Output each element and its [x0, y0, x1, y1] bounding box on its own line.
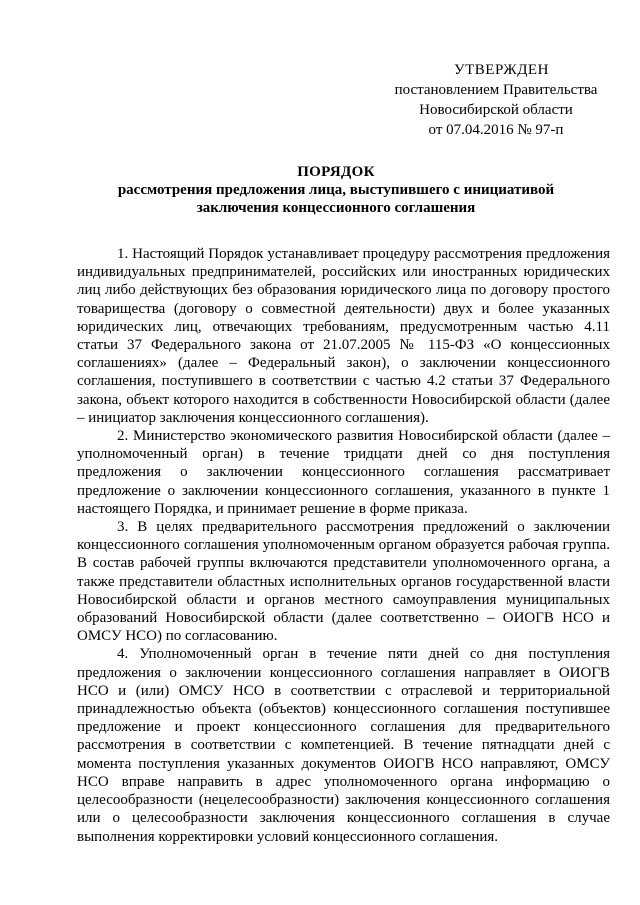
title-subtitle-line2: заключения концессионного соглашения: [196, 200, 476, 216]
title-subtitle-line1: рассмотрения предложения лица, выступившего с инициативой: [117, 182, 555, 198]
approval-region: Новосибирской области: [419, 102, 573, 118]
paragraph-4: 4. Уполномоченный орган в течение пяти дней со дня поступления предложения о заключении концессионного соглашения направляет в ОИОГВ НСО и (или) ОМСУ НСО в соответствии с отраслевой и территориальной принадлежностью объекта (объектов) концессионного соглашения поступившее предложение и проект концессионного соглашения для предварительного рассмотрения в соответствии с компетенцией. В течение пятнадцати дней с момента поступления указанных документов ОИОГВ НСО направляют, ОМСУ НСО вправе направить в адрес уполномоченного органа информацию о целесообразности (нецелесообразности) заключения концессионного соглашения или о целесообразности заключения концессионного соглашения в случае выполнения корректировки условий концессионного соглашения.: [77, 646, 610, 845]
title-main: ПОРЯДОК: [297, 164, 375, 180]
paragraph-2: 2. Министерство экономического развития Новосибирской области (далее – уполномоченный орган) в течение тридцати дней со дня поступления предложения о заключении концессионного соглашения рассматривает предложение о заключении концессионного соглашения, указанного в пункте 1 настоящего Порядка, и принимает решение в форме приказа.: [77, 428, 610, 517]
approval-stamp: [390, 60, 602, 140]
paragraph-3: 3. В целях предварительного рассмотрения предложений о заключении концессионного соглашения уполномоченным органом образуется рабочая группа. В состав рабочей группы включаются представители уполномоченного органа, а также представители областных исполнительных органов государственной власти Новосибирской области и органов местного самоуправления муниципальных образований Новосибирской области (далее соответственно – ОИОГВ НСО и ОМСУ НСО) по согласованию.: [77, 519, 610, 645]
document-body: [77, 245, 610, 846]
approval-heading: УТВЕРЖДЕН: [454, 62, 549, 78]
approval-date-number: от 07.04.2016 № 97-п: [428, 122, 564, 138]
paragraph-1: 1. Настоящий Порядок устанавливает процедуру рассмотрения предложения индивидуальных предпринимателей, российских или иностранных юридических лиц либо действующих без образования юридического лица по договору простого товарищества (договору о совместной деятельности) двух и более указанных юридических лиц, отвечающих требованиям, предусмотренным частью 4.11 статьи 37 Федерального закона от 21.07.2005 № 115-ФЗ «О концессионных соглашениях» (далее – Федеральный закон), о заключении концессионного соглашения, поступившего в соответствии с частью 4.2 статьи 37 Федерального закона, объект которого находится в собственности Новосибирской области (далее – инициатор заключения концессионного соглашения).: [77, 246, 610, 426]
document-title: [60, 163, 612, 217]
approval-decree: постановлением Правительства: [394, 82, 598, 98]
